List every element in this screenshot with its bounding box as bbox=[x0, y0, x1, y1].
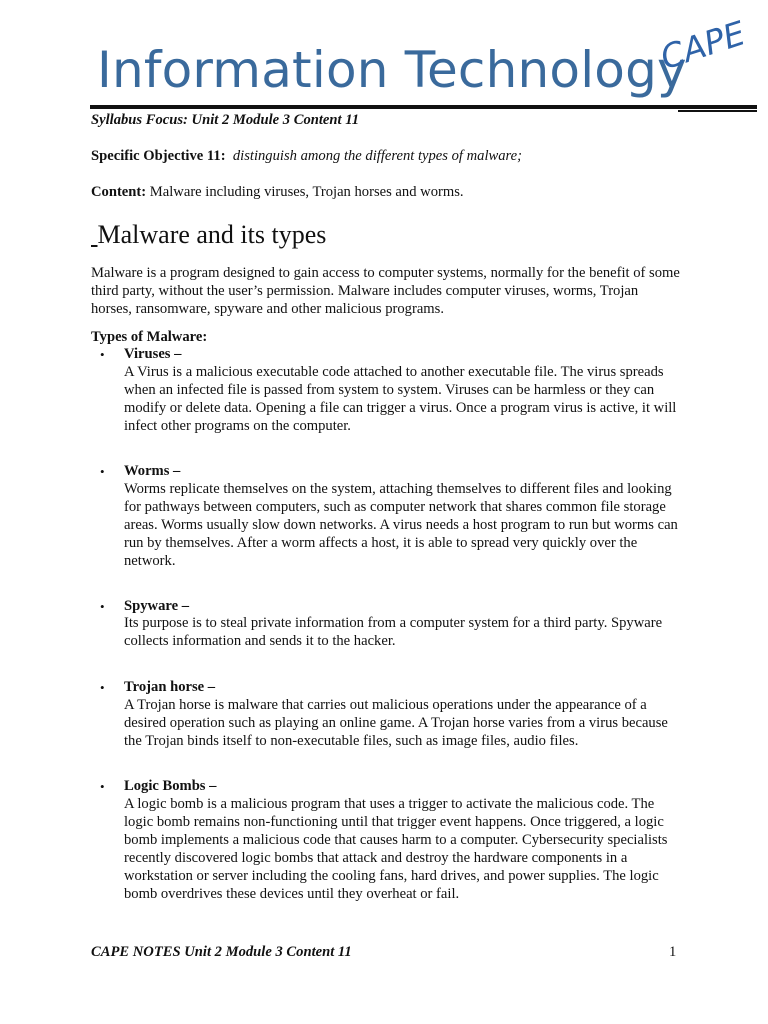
objective-text: distinguish among the different types of malware; bbox=[232, 148, 523, 164]
header-rule-accent bbox=[678, 110, 757, 112]
content-line bbox=[91, 183, 464, 201]
cape-logo: CAPE bbox=[655, 13, 750, 78]
objective-label: Specific Objective 11: bbox=[91, 148, 226, 164]
section-heading: Malware and its types bbox=[97, 220, 327, 249]
content-text: Malware including viruses, Trojan horses and worms. bbox=[149, 184, 464, 200]
type-title-trojan-horse: Trojan horse – bbox=[124, 679, 216, 695]
bullet-icon: • bbox=[100, 599, 105, 614]
type-title-worms: Worms – bbox=[124, 463, 181, 479]
types-heading: Types of Malware: bbox=[91, 329, 208, 345]
page-number: 1 bbox=[669, 944, 677, 960]
footer-note: CAPE NOTES Unit 2 Module 3 Content 11 bbox=[91, 944, 352, 960]
document-title: Information Technology bbox=[97, 41, 687, 99]
intro-paragraph: Malware is a program designed to gain access to computer systems, normally for the benefit of some third party, without the user’s permission. Malware includes computer viruses, worms, Trojan horses, ransomware, spyware and other malicious programs. bbox=[91, 265, 680, 317]
type-title-logic-bombs: Logic Bombs – bbox=[124, 778, 217, 794]
content-label: Content: bbox=[91, 184, 147, 200]
type-body-logic-bombs: A logic bomb is a malicious program that uses a trigger to activate the malicious code. The logic bomb remains non-functioning until that trigger event happens. Once triggered, a logic bomb implements a malicious code that causes harm to a computer. Cybersecurity specialists recently discovered logic bombs that attack and destroy the hardware components in a workstation or server including the cooling fans, hard drives, and power supplies. The logic bomb overdrives these devices until they overheat or fail. bbox=[124, 796, 668, 902]
type-title-viruses: Viruses – bbox=[124, 346, 182, 362]
header-rule bbox=[90, 105, 757, 109]
bullet-icon: • bbox=[100, 680, 105, 695]
type-body-trojan-horse: A Trojan horse is malware that carries out malicious operations under the appearance of a desired operation such as playing an online game. A Trojan horse varies from a virus because the Trojan binds itself to non-executable files, such as image files, audio files. bbox=[124, 697, 668, 749]
bullet-icon: • bbox=[100, 347, 105, 362]
type-body-spyware: Its purpose is to steal private information from a computer system for a third party. Spyware collects information and sends it to the hacker. bbox=[124, 615, 663, 649]
type-body-viruses: A Virus is a malicious executable code attached to another executable file. The virus spreads when an infected file is passed from system to system. Viruses can be harmless or they can modify or delete data. Opening a file can trigger a virus. Once a program virus is active, it will infect other programs on the computer. bbox=[124, 364, 677, 434]
type-title-spyware: Spyware – bbox=[124, 598, 190, 614]
specific-objective bbox=[91, 147, 522, 165]
bullet-icon: • bbox=[100, 779, 105, 794]
syllabus-focus: Syllabus Focus: Unit 2 Module 3 Content 11 bbox=[91, 112, 360, 128]
bullet-icon: • bbox=[100, 464, 105, 479]
type-body-worms: Worms replicate themselves on the system, attaching themselves to different files and looking for pathways between computers, such as computer network that shares common file storage areas. Worms usually slow down networks. A virus needs a host program to run but worms can run by themselves. After a worm affects a host, it is able to spread very quickly over the network. bbox=[124, 481, 678, 569]
